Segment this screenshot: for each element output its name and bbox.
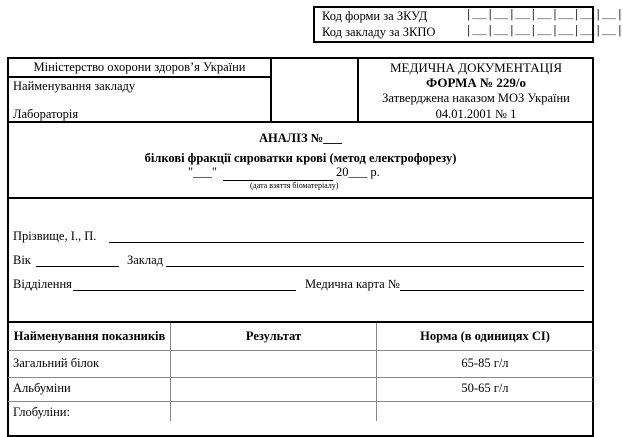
institution-code-label: Код закладу за ЗКПО	[322, 25, 436, 39]
laboratory-label: Лабораторія	[13, 107, 79, 121]
form-code-label: Код форми за ЗКУД	[322, 9, 428, 23]
divider	[7, 76, 272, 78]
row-name: Альбуміни	[13, 381, 71, 395]
row-name: Глобуліни:	[13, 405, 70, 419]
table-row-divider	[8, 377, 593, 378]
row-norm: 50-65 г/л	[461, 381, 509, 395]
card-label: Медична карта №	[305, 277, 400, 291]
row-norm: 65-85 г/л	[461, 356, 509, 370]
name-field[interactable]	[109, 242, 584, 243]
row-result[interactable]	[171, 356, 376, 374]
department-label: Відділення	[13, 277, 72, 291]
table-row-divider	[8, 401, 593, 402]
table-header-name: Найменування показників	[13, 329, 166, 343]
analysis-title: АНАЛІЗ №___	[259, 131, 342, 145]
divider	[270, 57, 272, 123]
analysis-subtitle: білкові фракції сироватки крові (метод електрофорезу)	[144, 151, 457, 165]
table-header-result: Результат	[245, 329, 302, 343]
doc-type: МЕДИЧНА ДОКУМЕНТАЦІЯ	[389, 60, 563, 75]
date-day[interactable]: "___"	[188, 165, 217, 179]
row-name: Загальний білок	[13, 356, 100, 370]
card-field[interactable]	[400, 290, 584, 291]
divider	[7, 197, 594, 199]
row-result[interactable]	[171, 381, 376, 399]
table-row-divider	[8, 350, 593, 351]
divider	[7, 321, 594, 323]
approved-text: Затверджена наказом МОЗ України	[382, 91, 570, 105]
facility-label: Заклад	[127, 253, 164, 267]
date-year[interactable]: 20___ р.	[336, 165, 380, 179]
ministry-label: Міністерство охорони здоров’я України	[33, 60, 246, 74]
institution-label: Найменування закладу	[13, 79, 136, 93]
row-result[interactable]	[171, 405, 376, 421]
approved-date: 04.01.2001 № 1	[435, 107, 517, 121]
form-number: ФОРМА № 229/о	[426, 75, 526, 90]
form-code-cells[interactable]: |__|__|__|__|__|__|__|	[465, 8, 623, 22]
institution-code-cells[interactable]: |__|__|__|__|__|__|__|	[465, 24, 623, 38]
age-label: Вік	[13, 253, 31, 267]
facility-field[interactable]	[166, 266, 584, 267]
department-field[interactable]	[73, 290, 296, 291]
age-field[interactable]	[36, 266, 119, 267]
table-header-norm: Норма (в одиницях СІ)	[420, 329, 550, 343]
date-hint: (дата взяття біоматеріалу)	[250, 181, 339, 190]
name-label: Прізвище, І., П.	[13, 229, 97, 243]
